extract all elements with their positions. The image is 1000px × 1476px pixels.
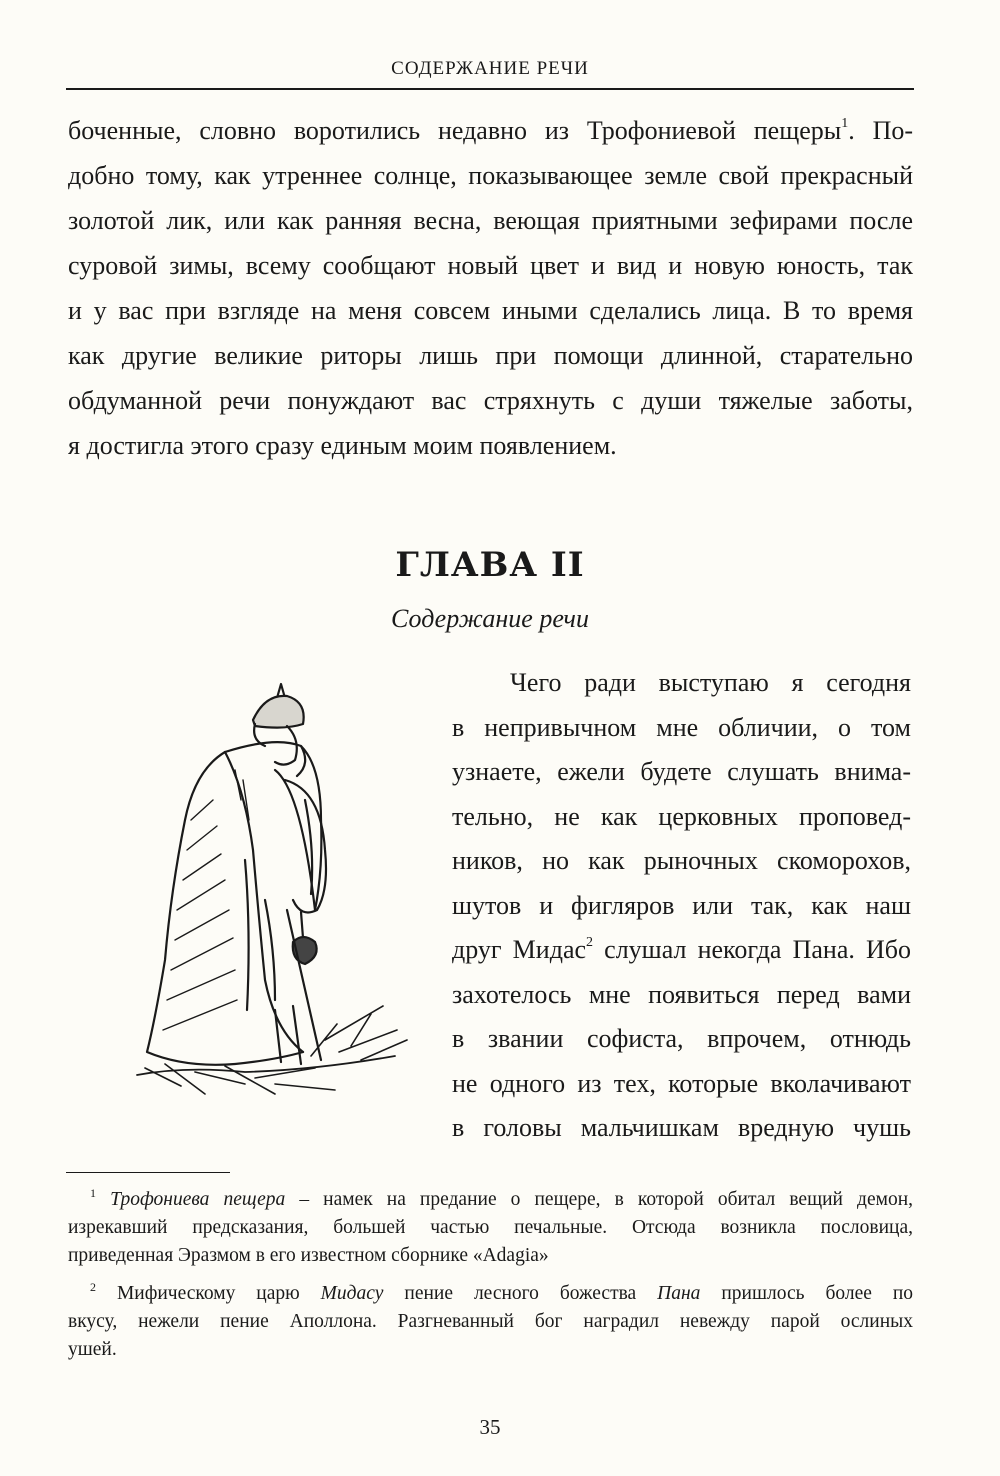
footnote-1 bbox=[68, 1186, 913, 1270]
column-paragraph bbox=[452, 661, 911, 1151]
footnote-number: 1 bbox=[90, 1186, 96, 1200]
footnote-rule bbox=[66, 1172, 230, 1173]
body-paragraph bbox=[68, 108, 913, 468]
body-line: обдуманной речи понуждают вас стряхнуть с души тяжелые заботы, bbox=[68, 386, 913, 415]
footnote-2 bbox=[68, 1280, 913, 1364]
column-line: узнаете, ежели будете слушать внима- bbox=[452, 757, 911, 786]
column-line: шутов и фигляров или так, как наш bbox=[452, 890, 911, 920]
column-line: Чего ради выступаю я сегодня bbox=[510, 668, 911, 697]
body-line: золотой лик, или как ранняя весна, веющая приятными зефирами после bbox=[68, 206, 913, 235]
footnote-line: приведенная Эразмом в его известном сборнике «Adagia» bbox=[68, 1245, 549, 1266]
body-line: добно тому, как утреннее солнце, показывающее земле свой прекрасный bbox=[68, 161, 913, 190]
column-line: в звании софиста, впрочем, отнюдь bbox=[452, 1024, 911, 1053]
footnote-line: вкусу, нежели пение Аполлона. Разгневанный бог наградил невежду парой ослиных bbox=[68, 1311, 913, 1332]
column-line: ников, но как рыночных скоморохов, bbox=[452, 846, 911, 875]
cloaked-figure-illustration bbox=[125, 680, 410, 1110]
column-line: друг Мидас$^2$ слушал некогда Пана. Ибо bbox=[452, 935, 912, 964]
footnote-line: изрекавший предсказания, большей частью печальные. Отсюда возникла пословица, bbox=[68, 1217, 913, 1238]
footnotes bbox=[68, 1186, 913, 1374]
running-head: СОДЕРЖАНИЕ РЕЧИ bbox=[391, 58, 589, 79]
footnote-ref-1[interactable]: 1 bbox=[841, 116, 849, 131]
column-line: захотелось мне появиться перед вами bbox=[452, 979, 911, 1009]
body-line: суровой зимы, всему сообщают новый цвет и вид и новую юность, так bbox=[68, 251, 913, 280]
column-line: тельно, не как церковных проповед- bbox=[452, 801, 911, 831]
footnote-ref-2[interactable]: 2 bbox=[586, 935, 594, 950]
page-number: 35 bbox=[479, 1415, 501, 1439]
footnote-line: $^2$ Мифическому царю Мидасу пение лесного божества Пана пришлось более по bbox=[90, 1280, 914, 1304]
header-rule bbox=[66, 88, 914, 90]
column-line: не одного из тех, которые вколачивают bbox=[452, 1068, 911, 1098]
chapter-title: ГЛАВА II bbox=[395, 545, 585, 585]
body-line: как другие великие риторы лишь при помощи длинной, старательно bbox=[68, 341, 913, 370]
footnote-line: $^1$ Трофониева пещера – намек на предание о пещере, в которой обитал вещий демон, bbox=[90, 1186, 914, 1210]
chapter-subtitle: Содержание речи bbox=[391, 604, 589, 633]
body-line: и у вас при взгляде на меня совсем иными сделались лица. В то время bbox=[68, 296, 913, 325]
body-line: боченные, словно воротились недавно из Трофониевой пещеры$^1$. По- bbox=[68, 116, 914, 145]
body-line: я достигла этого сразу единым моим появлением. bbox=[68, 431, 617, 460]
column-line: в головы мальчишкам вредную чушь bbox=[452, 1113, 911, 1142]
column-line: в непривычном мне обличии, о том bbox=[452, 712, 911, 742]
footnote-number: 2 bbox=[90, 1280, 96, 1294]
footnote-line: ушей. bbox=[68, 1339, 117, 1360]
footnote-term: Трофониева пещера bbox=[110, 1189, 286, 1210]
